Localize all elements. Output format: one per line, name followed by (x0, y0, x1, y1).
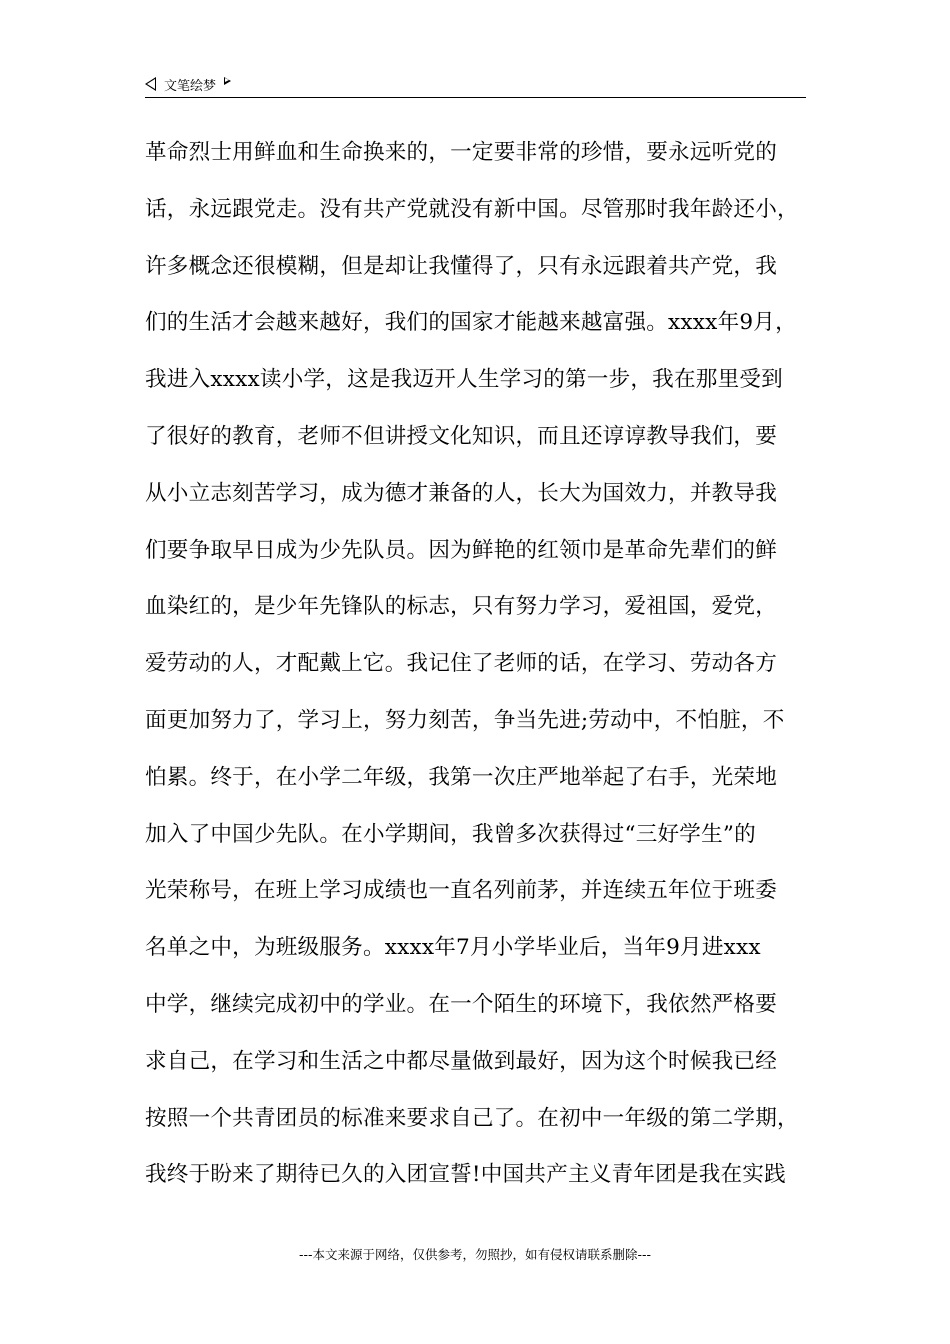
header-divider (145, 97, 806, 98)
text-line: 光荣称号，在班上学习成绩也一直名列前茅，并连续五年位于班委 (145, 878, 778, 904)
text-line: 从小立志刻苦学习，成为德才兼备的人，长大为国效力，并教导我 (145, 480, 778, 506)
triangle-right-outline-icon (224, 77, 231, 85)
text-line: 爱劳动的人，才配戴上它。我记住了老师的话，在学习、劳动各方 (145, 651, 778, 677)
text-line: 求自己，在学习和生活之中都尽量做到最好，因为这个时候我已经 (145, 1048, 778, 1074)
text-line: 血染红的，是少年先锋队的标志，只有努力学习，爱祖国，爱党， (145, 594, 778, 620)
text-line: 按照一个共青团员的标准来要求自己了。在初中一年级的第二学期， (145, 1105, 799, 1131)
text-line: 了很好的教育，老师不但讲授文化知识，而且还谆谆教导我们，要 (145, 423, 778, 449)
text-line: 名单之中，为班级服务。xxxx年7月小学毕业后，当年9月进xxx (145, 935, 761, 961)
page-header (145, 72, 231, 96)
document-body (145, 128, 810, 1207)
triangle-left-outline-icon (145, 77, 156, 91)
page-footer: ---本文来源于网络，仅供参考，勿照抄，如有侵权请联系删除--- (298, 1247, 652, 1262)
text-line: 话，永远跟党走。没有共产党就没有新中国。尽管那时我年龄还小， (145, 196, 799, 222)
text-line: 革命烈士用鲜血和生命换来的，一定要非常的珍惜，要永远听党的 (145, 140, 778, 165)
text-line: 面更加努力了，学习上，努力刻苦，争当先进;劳动中，不怕脏，不 (145, 707, 785, 733)
text-line: 加入了中国少先队。在小学期间，我曾多次获得过“三好学生”的 (145, 821, 756, 847)
text-line: 们的生活才会越来越好，我们的国家才能越来越富强。xxxx年9月， (145, 310, 797, 336)
text-line: 我进入xxxx读小学，这是我迈开人生学习的第一步，我在那里受到 (145, 367, 783, 393)
text-line: 中学，继续完成初中的学业。在一个陌生的环境下，我依然严格要 (145, 991, 778, 1017)
text-line: 许多概念还很模糊，但是却让我懂得了，只有永远跟着共产党，我 (145, 253, 778, 279)
text-line: 怕累。终于，在小学二年级，我第一次庄严地举起了右手，光荣地 (145, 764, 778, 790)
text-line: 我终于盼来了期待已久的入团宣誓!中国共产主义青年团是我在实践 (145, 1162, 786, 1188)
text-line: 们要争取早日成为少先队员。因为鲜艳的红领巾是革命先辈们的鲜 (145, 537, 778, 563)
header-title: 文笔绘梦 (164, 78, 217, 94)
